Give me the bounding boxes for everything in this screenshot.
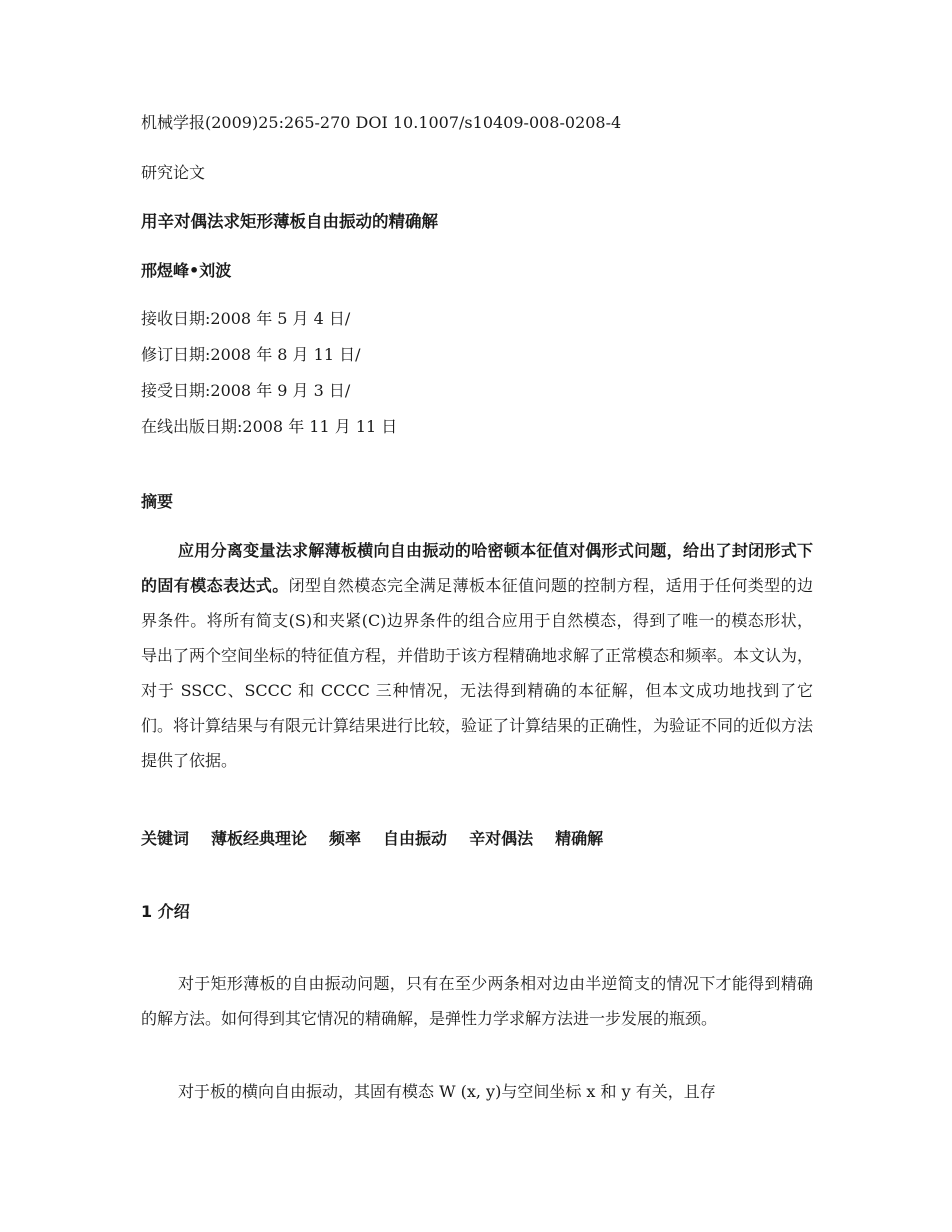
section-paragraph: 对于板的横向自由振动，其固有模态 W (x, y)与空间坐标 x 和 y 有关，且存 <box>178 1082 716 1101</box>
keywords-label: 关键词 <box>141 829 190 848</box>
date-received: 接收日期:2008 年 5 月 4 日/ <box>141 309 351 328</box>
abstract-body: 闭型自然模态完全满足薄板本征值问题的控制方程，适用于任何类型的边界条件。将所有简支(S)和夹紧(C)边界条件的组合应用于自然模态，得到了唯一的模态形状，导出了两个空间坐标的特征值方程，并借助于该方程精确地求解了正常模态和频率。本文认为，对于 SSCC、SCCC 和 CCCC 三种情况，无法得到精确的本征解，但本文成功地找到了它们。将计算结果与有限元计算结果进行比较，验证了计算结果的正确性，为验证不同的近似方法提供了依据。 <box>141 576 814 770</box>
date-accepted: 接受日期:2008 年 9 月 3 日/ <box>141 381 351 400</box>
section-heading: 1 介绍 <box>141 902 190 921</box>
citation-line: 机械学报(2009)25:265-270 DOI 10.1007/s10409-008-0208-4 <box>141 113 622 132</box>
abstract-paragraph <box>141 533 813 778</box>
section-paragraph: 对于矩形薄板的自由振动问题，只有在至少两条相对边由半逆简支的情况下才能得到精确的解方法。如何得到其它情况的精确解，是弹性力学求解方法进一步发展的瓶颈。 <box>141 974 813 1028</box>
article-type: 研究论文 <box>141 163 206 182</box>
keywords-row <box>141 828 603 850</box>
keyword-item: 自由振动 <box>383 829 448 848</box>
keyword-item: 薄板经典理论 <box>211 829 308 848</box>
date-revised: 修订日期:2008 年 8 月 11 日/ <box>141 345 361 364</box>
date-online: 在线出版日期:2008 年 11 月 11 日 <box>141 417 398 436</box>
author-list: 邢煜峰•刘波 <box>141 261 232 280</box>
keyword-item: 精确解 <box>555 829 604 848</box>
abstract-lead: 应用分离变量法求解薄板横向自由振动的哈密顿本征值对偶形式问题，给出了封闭形式下的固有模态表达式。 <box>141 541 813 595</box>
paper-page <box>141 0 821 1232</box>
keyword-item: 频率 <box>329 829 362 848</box>
abstract-heading: 摘要 <box>141 492 174 511</box>
keyword-item: 辛对偶法 <box>469 829 534 848</box>
paper-title: 用辛对偶法求矩形薄板自由振动的精确解 <box>141 212 438 231</box>
